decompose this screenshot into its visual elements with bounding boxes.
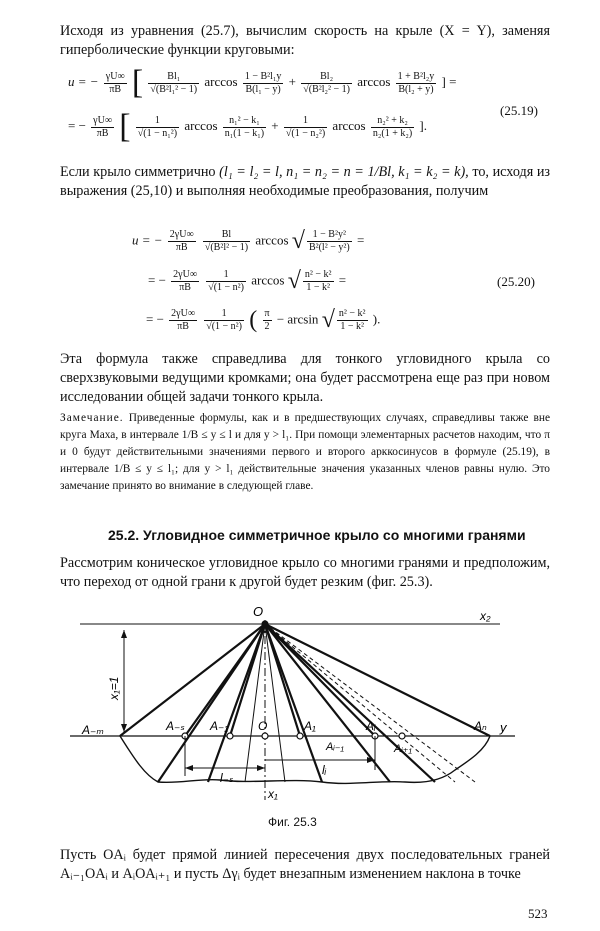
eq3-term: $\frac{Bl}{\text{√(B²l² − 1)}}$ — [204, 229, 249, 253]
eq5-term: $\frac{1}{\text{√(1 − n²)}}$ — [206, 308, 242, 332]
equation-number-25-20: (25.20) — [497, 274, 535, 289]
equation-25-19-line1: u = − $\frac{\gamma U\infty}{\pi B}$ [ $\frac{\text{Bl₁}}{\text{√(B²l₁² − 1)}}$ arccos $\frac{\text{1 − B²l₁y}}{\text{B(l₁ − y)}}$ + $\frac{\text{Bl₂}}{\text{√(B²l₂² − 1)}}$ arccos $\frac{\text{1 + B²l₂y}}{\text{B(l₂ + y)}}$ ] = — [68, 64, 457, 101]
eq1-plus: + — [288, 73, 296, 89]
eq2-arg2: $\frac{\text{n₂² + k₂}}{\text{n₂(1 + k₂)}}$ — [372, 114, 413, 139]
equation-number-25-19: (25.19) — [500, 103, 538, 118]
eq2-term2: $\frac{1}{\text{√(1 − n₂²)}}$ — [285, 114, 326, 139]
label-A-1-neg: A₋₁ — [210, 719, 229, 733]
section-intro-paragraph: Рассмотрим коническое угловидное крыло со многими гранями и предположим, что переход от одной грани к другой будет резким (фиг. 25.3). — [60, 555, 550, 590]
eq1-arccos1: arccos — [204, 73, 238, 89]
eq4-root: $\frac{\text{n² − k²}}{\text{1 − k²}}$ — [304, 269, 332, 293]
eq2-coef: $\frac{\gamma U\infty}{\pi B}$ — [93, 114, 112, 139]
eq3-coef: $\frac{2\gamma U\infty}{\pi B}$ — [169, 229, 194, 253]
eq2-arccos1: arccos — [184, 117, 218, 133]
equation-25-20-line1: u = − $\frac{2\gamma U\infty}{\pi B}$ $\frac{Bl}{\text{√(B²l² − 1)}}$ arccos √ $\frac{\text{1 − B²y²}}{\text{B²(l² − y²)}}$ = — [132, 228, 365, 254]
eq2-lhs: = − — [68, 117, 86, 133]
eq2-arccos2: arccos — [332, 117, 366, 133]
equation-25-20-line2: = − $\frac{2\gamma U\infty}{\pi B}$ $\frac{1}{\text{√(1 − n²)}}$ arccos √ $\frac{\text{n² − k²}}{\text{1 − k²}}$ = — [148, 268, 347, 294]
eq1-term1: $\frac{\text{Bl₁}}{\text{√(B²l₁² − 1)}}$ — [150, 70, 198, 95]
formula-note-paragraph: Эта формула также справедлива для тонкого угловидного крыла со сверхзвуковыми ведущими кромками; она будет рассмотрена еще раз при новом исследовании общей задачи тонкого крыла. — [60, 351, 550, 405]
eq4-tail: = — [338, 272, 347, 288]
eq4-coef: $\frac{2\gamma U\infty}{\pi B}$ — [173, 269, 197, 293]
eq3-lhs: u = − — [132, 232, 163, 248]
label-A-1: A₁ — [304, 719, 316, 733]
symmetric-text-b: то, — [472, 164, 489, 180]
label-A-i-1-pos: Aᵢ₊₁ — [394, 743, 412, 755]
label-A-i: Aᵢ — [366, 719, 376, 733]
eq2-plus: + — [271, 117, 279, 133]
remark-paragraph — [60, 410, 550, 495]
label-O-axis: O — [258, 719, 268, 733]
page-number: 523 — [528, 906, 548, 921]
eq4-arccos: arccos — [251, 272, 285, 288]
label-A-i-1-neg: Aᵢ₋₁ — [326, 741, 344, 753]
label-l-s: l₋ₛ — [220, 771, 234, 785]
eq2-term1: $\frac{1}{\text{√(1 − n₁²)}}$ — [137, 114, 178, 139]
wing-edges — [120, 624, 490, 782]
eq5-coef: $\frac{2\gamma U\infty}{\pi B}$ — [171, 308, 195, 332]
label-O-top: O — [253, 604, 264, 619]
x2-label: x₂ — [480, 609, 491, 623]
x1-eq-label: x₁=1 — [107, 676, 121, 700]
symmetric-paragraph — [60, 163, 550, 201]
remark-text: Приведенные формулы, как и в предшествующих случаях, справедливы также вне круга Маха, в интервале 1/B ≤ y ≤ l и для y > l₁. При помощи элементарных расчетов находим, что π и 0 будут действительными значениями первого и второго арккосинусов в формуле (25.19), в интервале 1/B ≤ y ≤ l₁; для y > l₁ действительные значения указанных членов равны нулю. Это замечание принято во внимание в следующей главе. — [60, 412, 551, 492]
eq3-tail: = — [356, 232, 365, 248]
eq4-term: $\frac{1}{\text{√(1 − n²)}}$ — [208, 269, 244, 293]
eq2-arg1: $\frac{\text{n₁² − k₁}}{\text{n₁(1 − k₁)}}$ — [224, 114, 265, 139]
eq1-arccos2: arccos — [357, 73, 391, 89]
eq5-tail: ). — [372, 311, 381, 327]
y-label: y — [500, 720, 507, 735]
eq1-term2: $\frac{\text{Bl₂}}{\text{√(B²l₂² − 1)}}$ — [303, 70, 350, 95]
final-paragraph: Пусть OAᵢ будет прямой линией пересечения двух последовательных граней Aᵢ₋₁OAᵢ и AᵢOAᵢ₊₁ и пусть Δγᵢ будет внезапным изменением наклона в точке — [60, 847, 550, 882]
eq3-arccos: arccos — [255, 232, 289, 248]
eq1-coef: $\frac{\gamma U\infty}{\pi B}$ — [105, 70, 125, 95]
eq2-tail: ]. — [419, 117, 427, 133]
equation-25-19-line2: = − $\frac{\gamma U\infty}{\pi B}$ [ $\frac{1}{\text{√(1 − n₁²)}}$ arccos $\frac{\text{n₁² − k₁}}{\text{n₁(1 − k₁)}}$ + $\frac{1}{\text{√(1 − n₂²)}}$ arccos $\frac{\text{n₂² + k₂}}{\text{n₂(1 + k₂)}}$ ]. — [68, 108, 427, 145]
equation-25-20-line3: = − $\frac{2\gamma U\infty}{\pi B}$ $\frac{1}{\text{√(1 − n²)}}$ ( $\frac{\pi}{2}$ − arcsin √ $\frac{\text{n² − k²}}{\text{1 − k²}}$ ). — [146, 307, 381, 333]
label-A-m: A₋ₘ — [82, 723, 104, 737]
eq3-root: $\frac{\text{1 − B²y²}}{\text{B²(l² − y²)}}$ — [308, 229, 350, 253]
figure-25-3 — [60, 600, 550, 812]
section-heading: 25.2. Угловидное симметричное крыло со многими гранями — [108, 527, 526, 543]
label-A-s: A₋ₛ — [166, 719, 185, 733]
eq5-root: $\frac{\text{n² − k²}}{\text{1 − k²}}$ — [338, 308, 366, 332]
label-A-n: Aₙ — [474, 719, 487, 733]
intro-paragraph: Исходя из уравнения (25.7), вычислим скорость на крыле (X = Y), заменяя гиперболические функции круговыми: — [60, 23, 550, 58]
eq5-pi-half: $\frac{\pi}{2}$ — [264, 308, 270, 332]
label-l-i: lᵢ — [322, 763, 327, 777]
symmetric-text-c: исходя из выражения (25,10) и выполняя необходимые преобразования, получим — [60, 164, 551, 199]
symmetric-condition: (l₁ = l₂ = l, n₁ = n₂ = n = 1/Bl, k₁ = k₂ = k), — [219, 164, 469, 180]
eq1-lhs: u = − — [68, 73, 99, 89]
eq1-tail: ] = — [441, 73, 457, 89]
figure-caption: Фиг. 25.3 — [268, 815, 317, 829]
eq4-lhs: = − — [148, 272, 166, 288]
eq1-arg2: $\frac{\text{1 + B²l₂y}}{\text{B(l₂ + y)}}$ — [397, 70, 435, 95]
eq5-lhs: = − — [146, 311, 164, 327]
eq5-arcsin: − arcsin — [276, 311, 319, 327]
label-x1: x₁ — [268, 787, 278, 801]
symmetric-text-a: Если крыло симметрично — [60, 164, 216, 180]
remark-label: Замечание. — [60, 412, 124, 424]
eq1-arg1: $\frac{\text{1 − B²l₁y}}{\text{B(l₁ − y)}}$ — [244, 70, 282, 95]
